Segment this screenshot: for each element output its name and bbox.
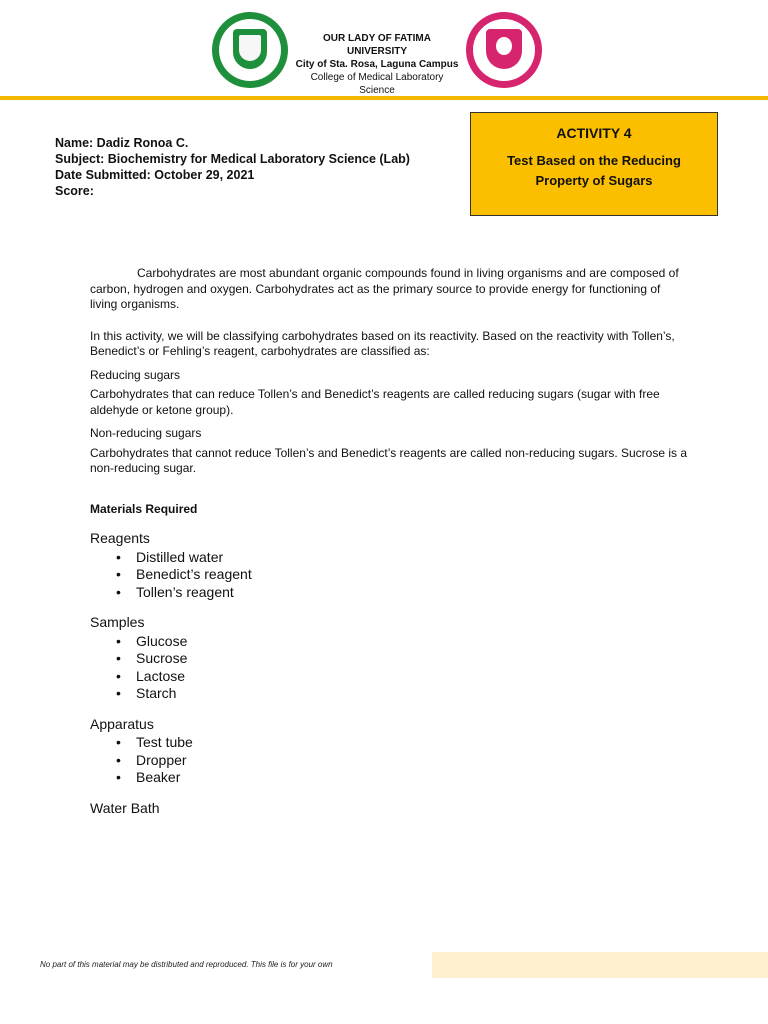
bullet-icon: • xyxy=(116,548,121,565)
college-name: College of Medical Laboratory Science xyxy=(310,72,444,96)
nonreducing-heading: Non-reducing sugars xyxy=(90,426,202,440)
list-item: • Dropper xyxy=(116,751,187,768)
header-divider xyxy=(0,96,768,100)
nonreducing-text: Carbohydrates that cannot reduce Tollen’s and Benedict’s reagents are called non-reducing sugars. Sucrose is a non-reducing sugar. xyxy=(90,445,688,475)
list-item: • Sucrose xyxy=(116,650,188,666)
university-seal-logo xyxy=(212,12,288,88)
reagents-list xyxy=(90,549,690,602)
list-item: • Benedict’s reagent xyxy=(116,566,252,582)
student-info xyxy=(55,135,410,199)
water-bath-label: Water Bath xyxy=(90,799,160,816)
intro-paragraph: Carbohydrates are most abundant organic compounds found in living organisms and are composed of carbon, hydrogen and oxygen. Carbohydrates act as the primary source to provide energy for functioning of living organisms. xyxy=(90,266,679,311)
bullet-icon: • xyxy=(116,650,121,666)
list-item: • Lactose xyxy=(116,667,186,684)
activity-title: ACTIVITY 4 xyxy=(556,125,632,141)
reducing-heading: Reducing sugars xyxy=(90,367,181,382)
bullet-icon: • xyxy=(116,769,121,785)
samples-heading: Samples xyxy=(90,614,145,630)
bullet-icon: • xyxy=(116,583,121,600)
bullet-icon: • xyxy=(116,632,121,649)
date-submitted: Date Submitted: October 29, 2021 xyxy=(55,168,255,182)
bullet-icon: • xyxy=(116,667,121,684)
classify-paragraph: In this activity, we will be classifying carbohydrates based on its reactivity. Based on the reactivity with Tollen’s, Benedict’s or Fehling’s reagent, carbohydrates are classified as: xyxy=(90,328,675,358)
activity-subtitle-line2: Property of Sugars xyxy=(535,173,653,188)
activity-subtitle xyxy=(471,151,717,191)
footer-bar xyxy=(432,952,768,978)
bullet-icon: • xyxy=(116,685,121,701)
activity-subtitle-line1: Test Based on the Reducing xyxy=(507,153,681,168)
university-name: OUR LADY OF FATIMA UNIVERSITY xyxy=(323,33,431,57)
subject: Subject: Biochemistry for Medical Laboratory Science (Lab) xyxy=(55,152,410,166)
apparatus-list xyxy=(90,734,690,787)
list-item: • Distilled water xyxy=(116,548,224,565)
footer-note: No part of this material may be distributed and reproduced. This file is for your own xyxy=(40,960,333,969)
activity-box xyxy=(470,112,718,216)
list-item: • Glucose xyxy=(116,632,188,649)
bullet-icon: • xyxy=(116,734,121,750)
list-item: • Starch xyxy=(116,685,177,701)
list-item: • Tollen’s reagent xyxy=(116,583,234,600)
score: Score: xyxy=(55,184,94,198)
reagents-heading: Reagents xyxy=(90,530,150,546)
bullet-icon: • xyxy=(116,566,121,582)
list-item: • Test tube xyxy=(116,734,193,750)
list-item: • Beaker xyxy=(116,769,181,785)
student-name: Name: Dadiz Ronoa C. xyxy=(55,136,189,150)
apparatus-heading: Apparatus xyxy=(90,715,154,732)
college-seal-logo xyxy=(466,12,542,88)
samples-list xyxy=(90,633,690,703)
reducing-text: Carbohydrates that can reduce Tollen’s and Benedict’s reagents are called reducing sugars (sugar with free aldehyde or ketone group). xyxy=(90,387,660,417)
materials-heading: Materials Required xyxy=(90,501,198,516)
campus-name: City of Sta. Rosa, Laguna Campus xyxy=(295,59,459,70)
bullet-icon: • xyxy=(116,751,121,768)
page-header xyxy=(0,0,768,100)
university-info xyxy=(292,32,462,97)
document-body xyxy=(90,266,690,816)
